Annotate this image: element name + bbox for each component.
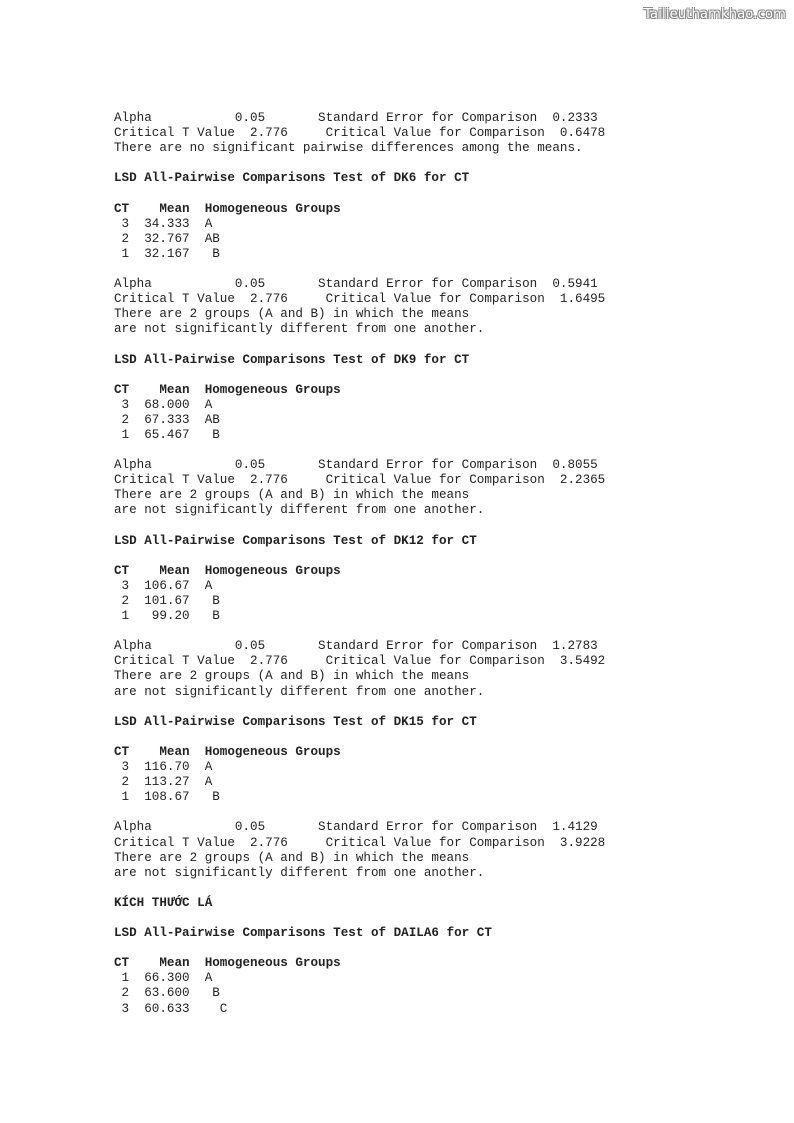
- text-line: [114, 262, 774, 277]
- text-line: Alpha 0.05 Standard Error for Comparison 1.4129: [114, 820, 598, 835]
- text-line: [114, 186, 774, 201]
- text-line: [114, 624, 774, 639]
- text-line: 2 67.333 AB: [114, 412, 220, 427]
- text-line: Alpha 0.05 Standard Error for Comparison 0.2333: [114, 111, 598, 125]
- text-line: [114, 941, 774, 956]
- text-line: are not significantly different from one another.: [114, 322, 485, 337]
- text-line: [114, 700, 774, 715]
- text-line: 3 34.333 A: [114, 216, 213, 231]
- text-line: 2 32.767 AB: [114, 231, 220, 246]
- text-line: [114, 730, 774, 745]
- text-line: Critical T Value 2.776 Critical Value for Comparison 2.2365: [114, 473, 606, 488]
- text-line: 3 60.633 C: [114, 1001, 228, 1016]
- text-line: [114, 549, 774, 564]
- text-line: are not significantly different from one another.: [114, 503, 485, 518]
- heading-line: LSD All-Pairwise Comparisons Test of DK15 for CT: [114, 714, 477, 729]
- text-line: 2 63.600 B: [114, 986, 220, 1001]
- heading-line: CT Mean Homogeneous Groups: [114, 563, 341, 578]
- text-line: There are no significant pairwise differences among the means.: [114, 141, 583, 156]
- text-line: Alpha 0.05 Standard Error for Comparison 1.2783: [114, 639, 598, 654]
- text-line: Alpha 0.05 Standard Error for Comparison 0.5941: [114, 277, 598, 292]
- text-line: [114, 911, 774, 926]
- text-line: There are 2 groups (A and B) in which the means: [114, 307, 470, 322]
- heading-line: CT Mean Homogeneous Groups: [114, 201, 341, 216]
- text-line: 1 99.20 B: [114, 609, 220, 624]
- text-line: Critical T Value 2.776 Critical Value for Comparison 1.6495: [114, 292, 606, 307]
- text-line: There are 2 groups (A and B) in which the means: [114, 850, 470, 865]
- text-line: 3 106.67 A: [114, 578, 213, 593]
- heading-line: LSD All-Pairwise Comparisons Test of DK6 for CT: [114, 171, 470, 186]
- text-line: 2 101.67 B: [114, 594, 220, 608]
- watermark: Tailieuthamkhao.com: [644, 7, 786, 22]
- heading-line: KÍCH THƯỚC LÁ: [114, 895, 213, 910]
- text-line: 1 108.67 B: [114, 790, 220, 805]
- text-line: [114, 881, 774, 896]
- text-line: 1 32.167 B: [114, 246, 220, 261]
- text-line: There are 2 groups (A and B) in which the means: [114, 669, 470, 684]
- heading-line: CT Mean Homogeneous Groups: [114, 744, 341, 759]
- text-line: [114, 368, 774, 383]
- text-line: 1 66.300 A: [114, 971, 213, 986]
- text-line: are not significantly different from one another.: [114, 684, 485, 699]
- text-line: [114, 337, 774, 352]
- heading-line: LSD All-Pairwise Comparisons Test of DK12 for CT: [114, 533, 477, 548]
- text-line: 3 116.70 A: [114, 760, 213, 775]
- text-line: Critical T Value 2.776 Critical Value for Comparison 0.6478: [114, 126, 606, 141]
- text-line: Critical T Value 2.776 Critical Value for Comparison 3.5492: [114, 654, 606, 669]
- text-line: Alpha 0.05 Standard Error for Comparison 0.8055: [114, 458, 598, 473]
- text-line: 2 113.27 A: [114, 775, 213, 790]
- heading-line: CT Mean Homogeneous Groups: [114, 956, 341, 971]
- text-line: There are 2 groups (A and B) in which the means: [114, 488, 470, 503]
- text-line: 3 68.000 A: [114, 397, 213, 412]
- text-line: [114, 156, 774, 171]
- document-body: [114, 111, 774, 1017]
- text-line: [114, 805, 774, 820]
- text-line: [114, 443, 774, 458]
- text-line: [114, 519, 774, 534]
- heading-line: LSD All-Pairwise Comparisons Test of DAILA6 for CT: [114, 926, 492, 941]
- heading-line: LSD All-Pairwise Comparisons Test of DK9 for CT: [114, 352, 470, 367]
- text-line: 1 65.467 B: [114, 427, 220, 442]
- heading-line: CT Mean Homogeneous Groups: [114, 382, 341, 397]
- text-line: are not significantly different from one another.: [114, 865, 485, 880]
- text-line: Critical T Value 2.776 Critical Value for Comparison 3.9228: [114, 835, 606, 850]
